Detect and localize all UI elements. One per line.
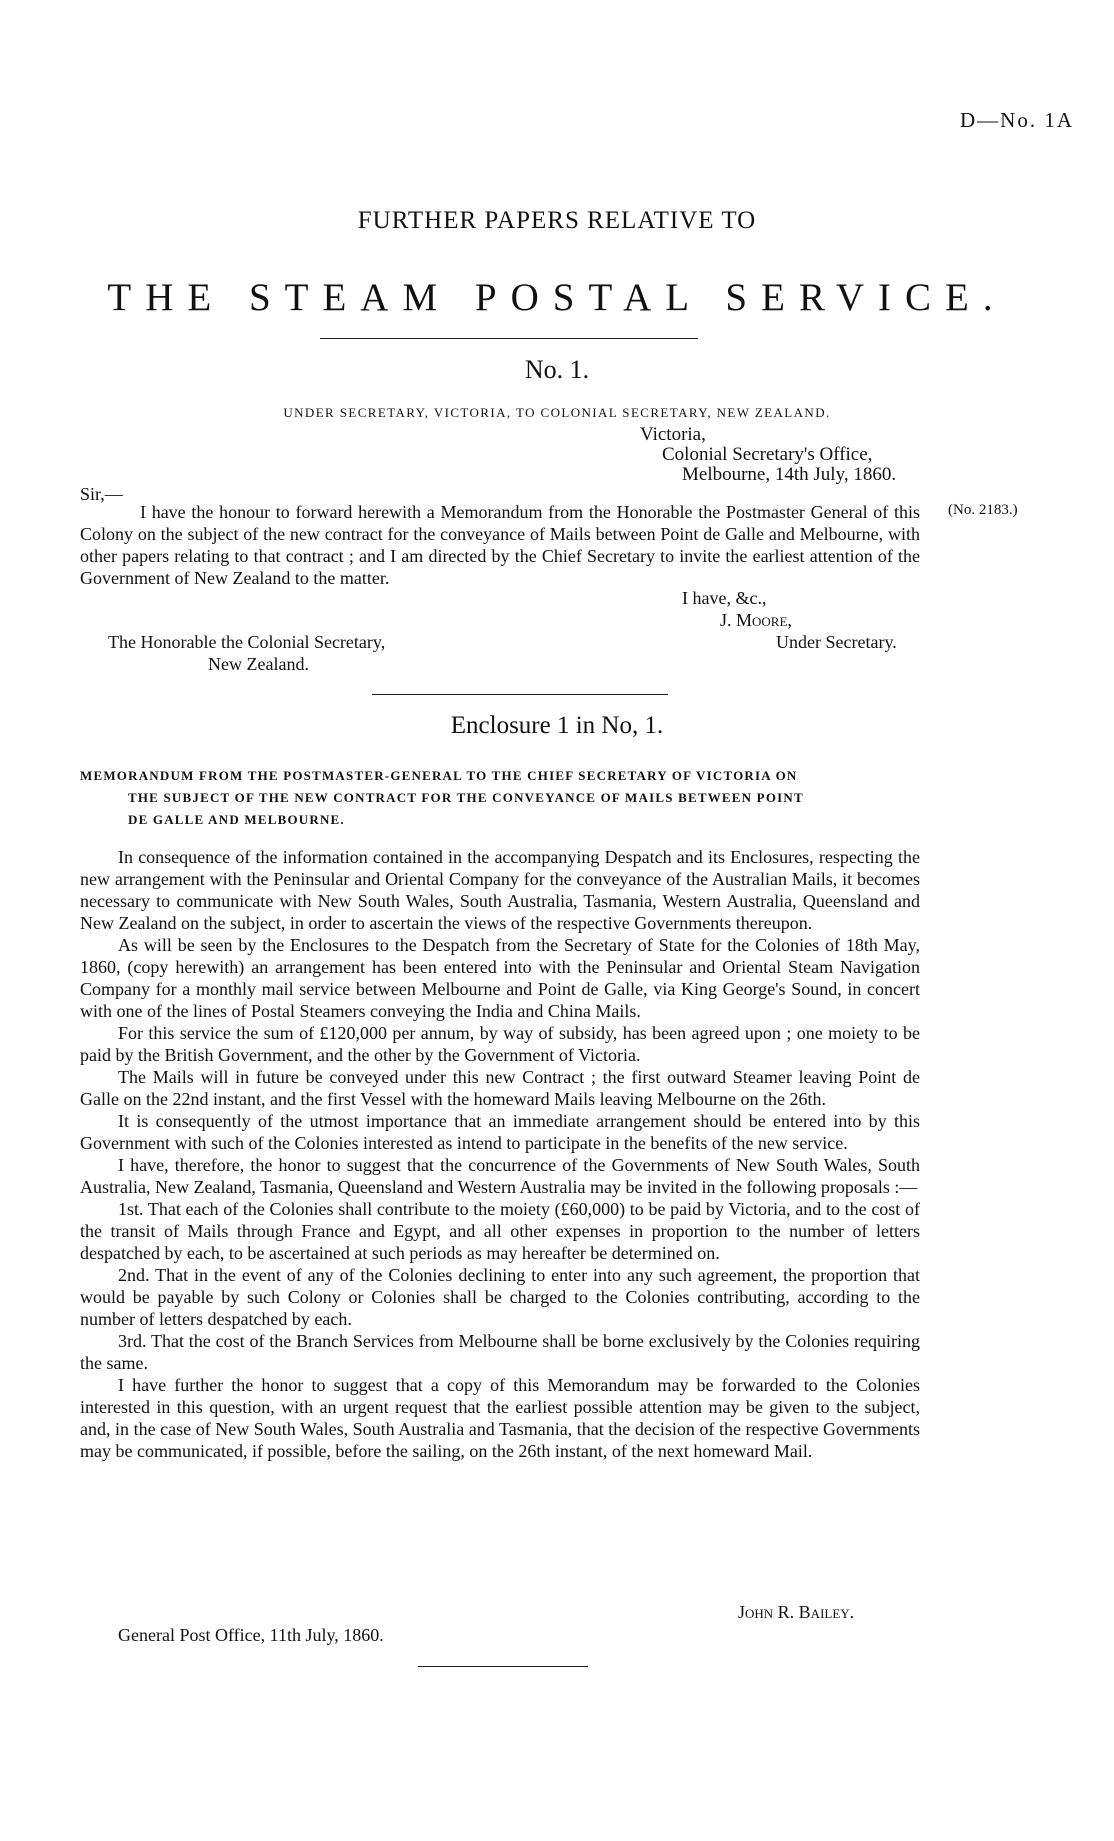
- address-line-1: Victoria,: [640, 424, 706, 445]
- margin-note: (No. 2183.): [948, 502, 1018, 518]
- section-divider: [372, 694, 668, 695]
- letter-closing: I have, &c.,: [682, 588, 767, 608]
- end-divider: [418, 1666, 588, 1667]
- enclosure-title: Enclosure 1 in No, 1.: [450, 712, 664, 739]
- letter-body: [80, 501, 920, 589]
- addressee-line-2: New Zealand.: [208, 654, 309, 674]
- memo-paragraph: 1st. That each of the Colonies shall contribute to the moiety (£60,000) to be paid by Victoria, and to the cost of the transit of Mails through France and Egypt, and all other expenses in proportion to the number of letters despatched by each, to be ascertained at such periods as may hereafter be determined on.: [80, 1199, 920, 1263]
- addressee-line-1: The Honorable the Colonial Secretary,: [108, 632, 386, 652]
- address-line-2: Colonial Secretary's Office,: [662, 444, 873, 465]
- salutation: Sir,—: [80, 484, 123, 504]
- memo-paragraph: I have further the honor to suggest that a copy of this Memorandum may be forwarded to the Colonies interested in this question, with an urgent request that the earliest possible attention may be given to the subject, and, in the case of New South Wales, South Australia and Tasmania, that the decision of the respective Governments may be communicated, if possible, before the sailing, on the 26th instant, of the next homeward Mail.: [80, 1375, 920, 1461]
- memorandum-heading-line3: DE GALLE AND MELBOURNE.: [128, 812, 345, 827]
- title-divider: [320, 338, 698, 339]
- memo-paragraph: For this service the sum of £120,000 per annum, by way of subsidy, has been agreed upon ; one moiety to be paid by the British Government, and the other by the Government of Victoria.: [80, 1023, 920, 1065]
- memorandum-heading-line1: MEMORANDUM FROM THE POSTMASTER-GENERAL TO THE CHIEF SECRETARY OF VICTORIA ON: [80, 768, 798, 783]
- letter-heading: UNDER SECRETARY, VICTORIA, TO COLONIAL SECRETARY, NEW ZEALAND.: [283, 405, 831, 420]
- letter-paragraph: I have the honour to forward herewith a Memorandum from the Honorable the Postmaster General of this Colony on the subject of the new contract for the conveyance of Mails between Point de Galle and Melbourne, with other papers relating to that contract ; and I am directed by the Chief Secretary to invite the earliest attention of the Government of New Zealand to the matter.: [80, 502, 920, 588]
- memo-paragraph: I have, therefore, the honor to suggest that the concurrence of the Governments of New South Wales, South Australia, New Zealand, Tasmania, Queensland and Western Australia may be invited in the following proposals :—: [80, 1155, 920, 1197]
- memo-paragraph: 3rd. That the cost of the Branch Services from Melbourne shall be borne exclusively by the Colonies requiring the same.: [80, 1331, 920, 1373]
- memo-paragraph: 2nd. That in the event of any of the Colonies declining to enter into any such agreement, the proportion that would be payable by such Colony or Colonies shall be charged to the Colonies contributing, according to the number of letters despatched by each.: [80, 1265, 920, 1329]
- letter-signer-name: J. Moore,: [720, 610, 792, 630]
- address-line-3: Melbourne, 14th July, 1860.: [682, 464, 897, 485]
- memorandum-heading-line2: THE SUBJECT OF THE NEW CONTRACT FOR THE CONVEYANCE OF MAILS BETWEEN POINT: [128, 790, 804, 805]
- memo-paragraph: The Mails will in future be conveyed under this new Contract ; the first outward Steamer leaving Point de Galle on the 22nd instant, and the first Vessel with the homeward Mails leaving Melbourne on the 26th.: [80, 1067, 920, 1109]
- memo-paragraph: It is consequently of the utmost importance that an immediate arrangement should be entered into by this Government with such of the Colonies interested as intend to participate in the benefits of the new service.: [80, 1111, 920, 1153]
- memo-signature: John R. Bailey.: [738, 1602, 855, 1622]
- page-title-line1: FURTHER PAPERS RELATIVE TO: [357, 207, 757, 234]
- letter-signer-title: Under Secretary.: [776, 632, 897, 652]
- memo-place-date: General Post Office, 11th July, 1860.: [118, 1625, 384, 1645]
- letter-number: No. 1.: [524, 355, 590, 384]
- memorandum-heading: [80, 765, 920, 831]
- memo-paragraph: In consequence of the information contained in the accompanying Despatch and its Enclosures, respecting the new arrangement with the Peninsular and Oriental Company for the conveyance of the Australian Mails, it becomes necessary to communicate with New South Wales, South Australia, Tasmania, Western Australia, Queensland and New Zealand on the subject, in order to ascertain the views of the respective Governments thereupon.: [80, 847, 920, 933]
- memorandum-body: [80, 846, 920, 1462]
- page-title-line2: THE STEAM POSTAL SERVICE.: [107, 276, 1007, 319]
- memo-paragraph: As will be seen by the Enclosures to the Despatch from the Secretary of State for the Colonies of 18th May, 1860, (copy herewith) an arrangement has been entered into with the Peninsular and Oriental Steam Navigation Company for a monthly mail service between Melbourne and Point de Galle, via King George's Sound, in concert with one of the lines of Postal Steamers conveying the India and China Mails.: [80, 935, 920, 1021]
- document-id: D—No. 1A: [960, 108, 1074, 132]
